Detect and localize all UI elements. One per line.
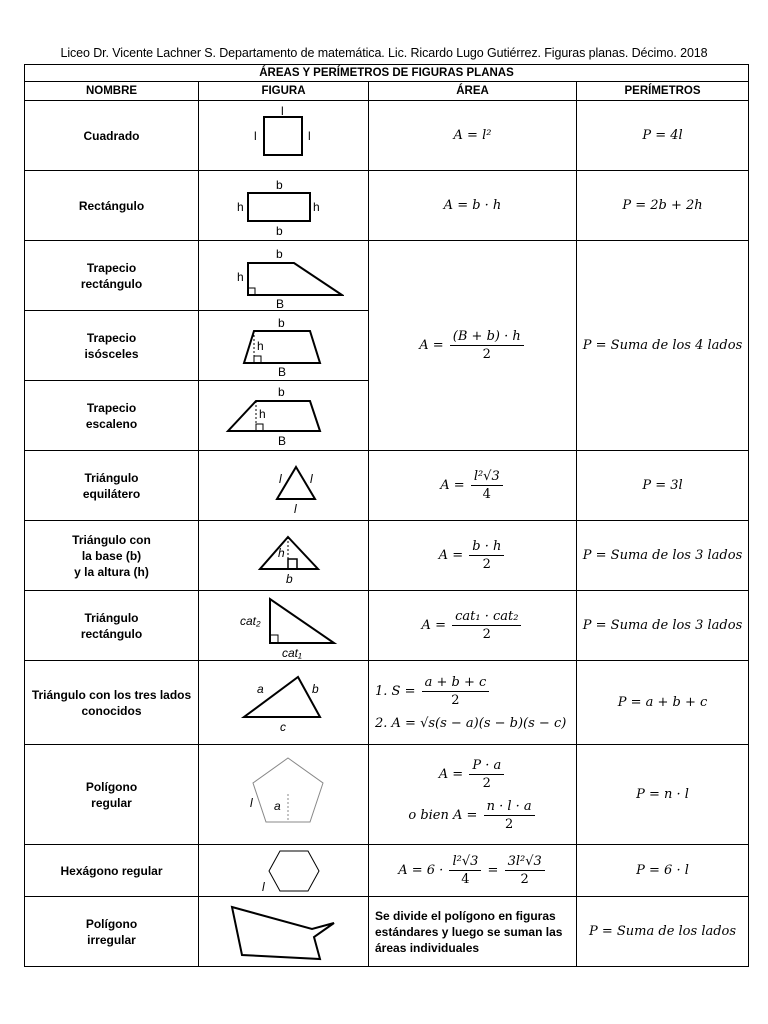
equilateral-triangle-figure: [224, 453, 344, 519]
fig-label: B: [277, 433, 286, 448]
fig-label: h: [312, 199, 320, 214]
area-formula: A = l²: [369, 101, 577, 171]
fig-label: b: [275, 177, 283, 192]
fig-label: B: [277, 364, 286, 379]
area-formula: A = $\frac{b \cdot h}{2}$: [369, 521, 577, 591]
figure-cell: [199, 171, 369, 241]
fig-label: c: [279, 719, 286, 734]
document-header: Liceo Dr. Vicente Lachner S. Departamento de matemática. Lic. Ricardo Lugo Gutiérrez. Figuras planas. Décimo. 2018: [60, 46, 708, 60]
row-name: Triángulo equilátero: [25, 451, 199, 521]
row-name: Hexágono regular: [25, 845, 199, 897]
area-formula: 1. S = $\frac{a + b + c}{2}$ 2. A = √s(s − a)(s − b)(s − c): [369, 661, 577, 745]
figure-cell: [199, 241, 369, 311]
triangle-base-height-figure: [224, 523, 344, 589]
fig-label: l: [278, 471, 282, 486]
col-nombre: NOMBRE: [25, 82, 199, 101]
area-formula: A = $\frac{\text{l²√3}}{4}$: [369, 451, 577, 521]
figure-cell: [199, 745, 369, 845]
figure-cell: [199, 661, 369, 745]
fig-label: a: [273, 798, 281, 813]
area-formula: A = b · h: [369, 171, 577, 241]
fig-label: l: [293, 501, 297, 516]
table-row: [25, 451, 749, 521]
col-perimetros: PERÍMETROS: [577, 82, 749, 101]
scalene-triangle-figure: [224, 665, 344, 741]
fig-label: a: [256, 681, 264, 696]
area-description: Se divide el polígono en figuras estándares y luego se suman las áreas individuales: [369, 897, 577, 967]
row-name: Triángulo con los tres lados conocidos: [25, 661, 199, 745]
fig-label: h: [236, 269, 244, 284]
table-row: [25, 241, 749, 311]
row-name: Trapecio isósceles: [25, 311, 199, 381]
table-row: [25, 521, 749, 591]
table-row: [25, 101, 749, 171]
square-figure: [224, 103, 344, 169]
fig-label: h: [256, 338, 264, 353]
figure-cell: [199, 311, 369, 381]
row-name: Trapecio escaleno: [25, 381, 199, 451]
table-row: [25, 171, 749, 241]
fig-label: b: [311, 681, 319, 696]
table-row: [25, 745, 749, 845]
row-name: Polígono irregular: [25, 897, 199, 967]
fig-label: cat₁: [281, 645, 302, 659]
perimeter-formula: P = Suma de los 3 lados: [577, 521, 749, 591]
table-title: ÁREAS Y PERÍMETROS DE FIGURAS PLANAS: [25, 65, 749, 82]
fig-label: h: [236, 199, 244, 214]
regular-pentagon-figure: [224, 750, 344, 840]
table-row: [25, 897, 749, 967]
perimeter-formula: P = Suma de los lados: [577, 897, 749, 967]
fig-label: cat₂: [239, 613, 261, 628]
perimeter-formula: P = 4l: [577, 101, 749, 171]
perimeter-formula: P = Suma de los 4 lados: [577, 241, 749, 451]
area-formula: A = $\frac{\text{cat₁ · cat₂}}{2}$: [369, 591, 577, 661]
formulas-table: [24, 64, 749, 967]
fig-label: l: [249, 795, 253, 810]
figure-cell: [199, 381, 369, 451]
area-formula: A = 6 · $\frac{\text{l²√3}}{4}$ = $\frac{\text{3l²√3}}{2}$: [369, 845, 577, 897]
scalene-trapezoid-figure: [224, 383, 344, 449]
table-row: [25, 591, 749, 661]
figure-cell: [199, 845, 369, 897]
figure-cell: [199, 451, 369, 521]
fig-label: h: [277, 545, 285, 560]
row-name: Trapecio rectángulo: [25, 241, 199, 311]
perimeter-formula: P = 2b + 2h: [577, 171, 749, 241]
regular-hexagon-figure: [224, 847, 344, 895]
row-name: Triángulo con la base (b) y la altura (h): [25, 521, 199, 591]
fig-label: l: [280, 103, 284, 118]
figure-cell: [199, 521, 369, 591]
perimeter-formula: P = 6 · l: [577, 845, 749, 897]
fig-label: b: [285, 571, 293, 586]
col-figura: FIGURA: [199, 82, 369, 101]
rectangle-figure: [224, 173, 344, 239]
row-name: Cuadrado: [25, 101, 199, 171]
perimeter-formula: P = n · l: [577, 745, 749, 845]
table-row: [25, 845, 749, 897]
irregular-polygon-figure: [224, 899, 344, 965]
row-name: Rectángulo: [25, 171, 199, 241]
row-name: Polígono regular: [25, 745, 199, 845]
fig-label: b: [275, 223, 283, 238]
fig-label: b: [277, 384, 285, 399]
perimeter-formula: P = 3l: [577, 451, 749, 521]
right-triangle-figure: [224, 593, 344, 659]
isosceles-trapezoid-figure: [224, 313, 344, 379]
fig-label: l: [307, 128, 311, 143]
fig-label: h: [258, 406, 266, 421]
perimeter-formula: P = a + b + c: [577, 661, 749, 745]
figure-cell: [199, 591, 369, 661]
table-row: [25, 661, 749, 745]
area-formula: A = $\frac{P \cdot a}{2}$ o bien A = $\frac{n \cdot l \cdot a}{2}$: [369, 745, 577, 845]
area-formula: A = $\frac{(B + b) \cdot h}{2}$: [369, 241, 577, 451]
fig-label: b: [275, 246, 283, 261]
right-trapezoid-figure: [224, 243, 344, 309]
row-name: Triángulo rectángulo: [25, 591, 199, 661]
col-area: ÁREA: [369, 82, 577, 101]
fig-label: l: [309, 471, 313, 486]
figure-cell: [199, 897, 369, 967]
perimeter-formula: P = Suma de los 3 lados: [577, 591, 749, 661]
fig-label: B: [275, 296, 284, 309]
fig-label: b: [277, 315, 285, 330]
fig-label: l: [261, 879, 265, 894]
fig-label: l: [253, 128, 257, 143]
figure-cell: [199, 101, 369, 171]
